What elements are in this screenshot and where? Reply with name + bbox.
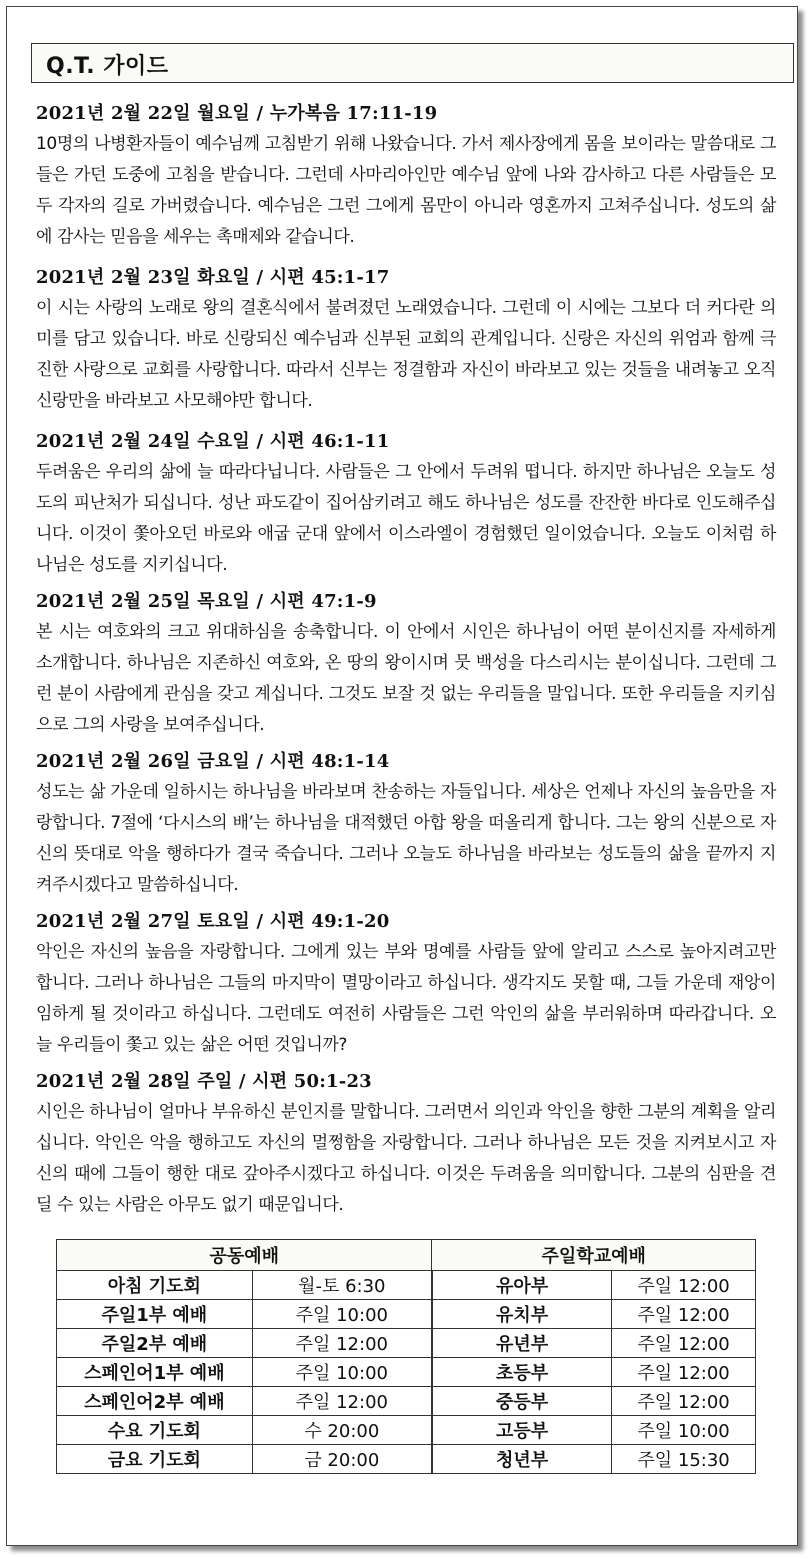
- department-time: 주일 12:00: [612, 1329, 756, 1358]
- department-time: 주일 12:00: [612, 1387, 756, 1416]
- entry-body: 두려움은 우리의 삶에 늘 따라다닙니다. 사람들은 그 안에서 두려워 떱니다. 하지만 하나님은 오늘도 성도의 피난처가 되십니다. 성난 파도같이 집어삼키려고 해도 하나님은 성도를 잔잔한 바다로 인도해주십니다. 이것이 쫓아오던 바로와 애굽 군대 앞에서 이스라엘이 경험했던 일이었습니다. 오늘도 이처럼 하나님은 성도를 지키십니다.: [36, 462, 776, 575]
- department-time: 주일 10:00: [612, 1416, 756, 1445]
- service-time: 주일 12:00: [252, 1387, 432, 1416]
- joint-worship-header: 공동예배: [57, 1240, 432, 1271]
- worship-schedule-table: [56, 1239, 756, 1474]
- qt-guide-header: [31, 43, 794, 83]
- table-row: [57, 1300, 756, 1329]
- qt-entry-feb24: [36, 429, 776, 581]
- qt-entry-feb23: [36, 265, 776, 417]
- department-time: 주일 12:00: [612, 1358, 756, 1387]
- table-row: [57, 1329, 756, 1358]
- service-time: 금 20:00: [252, 1445, 432, 1474]
- table-row: [57, 1445, 756, 1474]
- entry-body: 10명의 나병환자들이 예수님께 고침받기 위해 나왔습니다. 가서 제사장에게 몸을 보이라는 말씀대로 그들은 가던 도중에 고침을 받습니다. 그런데 사마리아인만 예수님 앞에 나와 감사하고 다른 사람들은 모두 각자의 길로 가버렸습니다. 예수님은 그런 그에게 몸만이 아니라 영혼까지 고쳐주십니다. 성도의 삶에 감사는 믿음을 세우는 촉매제와 같습니다.: [36, 134, 776, 247]
- entry-body: 성도는 삶 가운데 일하시는 하나님을 바라보며 찬송하는 자들입니다. 세상은 언제나 자신의 높음만을 자랑합니다. 7절에 ‘다시스의 배’는 하나님을 대적했던 아합 왕을 떠올리게 합니다. 그는 왕의 신분으로 자신의 뜻대로 악을 행하다가 결국 죽습니다. 그러나 오늘도 하나님을 바라보는 성도들의 삶을 끝까지 지켜주시겠다고 말씀하십니다.: [36, 782, 776, 895]
- service-name: 주일2부 예배: [57, 1329, 253, 1358]
- service-name: 스페인어1부 예배: [57, 1358, 253, 1387]
- qt-entry-feb25: [36, 589, 776, 741]
- table-row: [57, 1416, 756, 1445]
- qt-entry-feb28: [36, 1069, 776, 1221]
- entry-heading: 2021년 2월 24일 수요일 / 시편 46:1-11: [36, 431, 390, 452]
- service-name: 금요 기도회: [57, 1445, 253, 1474]
- entry-body: 시인은 하나님이 얼마나 부유하신 분인지를 말합니다. 그러면서 의인과 악인을 향한 그분의 계획을 알리십니다. 악인은 악을 행하고도 자신의 멀쩡함을 자랑합니다. 그러나 하나님은 모든 것을 지켜보시고 자신의 때에 그들이 행한 대로 갚아주시겠다고 하십니다. 이것은 두려움을 의미합니다. 그분의 심판을 견딜 수 있는 사람은 아무도 없기 때문입니다.: [36, 1102, 776, 1215]
- service-name: 주일1부 예배: [57, 1300, 253, 1329]
- department-name: 유년부: [432, 1329, 612, 1358]
- department-time: 주일 15:30: [612, 1445, 756, 1474]
- service-name: 아침 기도회: [57, 1271, 253, 1300]
- entry-heading: 2021년 2월 23일 화요일 / 시편 45:1-17: [36, 267, 390, 288]
- entry-body: 이 시는 사랑의 노래로 왕의 결혼식에서 불려졌던 노래였습니다. 그런데 이 시에는 그보다 더 커다란 의미를 담고 있습니다. 바로 신랑되신 예수님과 신부된 교회의 관계입니다. 신랑은 자신의 위엄과 함께 극진한 사랑으로 교회를 사랑합니다. 따라서 신부는 정결함과 자신이 바라보고 있는 것들을 내려놓고 오직 신랑만을 바라보고 사모해야만 합니다.: [36, 298, 776, 411]
- entry-heading: 2021년 2월 25일 목요일 / 시편 47:1-9: [36, 591, 377, 612]
- service-time: 주일 12:00: [252, 1329, 432, 1358]
- bulletin-page: [6, 6, 798, 1546]
- department-name: 청년부: [432, 1445, 612, 1474]
- table-row: [57, 1358, 756, 1387]
- department-name: 중등부: [432, 1387, 612, 1416]
- entry-body: 본 시는 여호와의 크고 위대하심을 송축합니다. 이 안에서 시인은 하나님이 어떤 분이신지를 자세하게 소개합니다. 하나님은 지존하신 여호와, 온 땅의 왕이시며 뭇 백성을 다스리시는 분이십니다. 그런데 그런 분이 사람에게 관심을 갖고 계십니다. 그것도 보잘 것 없는 우리들을 말입니다. 또한 우리들을 지키심으로 그의 사랑을 보여주십니다.: [36, 622, 776, 735]
- department-time: 주일 12:00: [612, 1300, 756, 1329]
- department-name: 고등부: [432, 1416, 612, 1445]
- department-name: 유치부: [432, 1300, 612, 1329]
- department-time: 주일 12:00: [612, 1271, 756, 1300]
- service-name: 수요 기도회: [57, 1416, 253, 1445]
- schedule-header-row: [57, 1240, 756, 1271]
- entry-heading: 2021년 2월 27일 토요일 / 시편 49:1-20: [36, 911, 390, 932]
- service-name: 스페인어2부 예배: [57, 1387, 253, 1416]
- qt-entry-feb22: [36, 101, 776, 253]
- service-time: 수 20:00: [252, 1416, 432, 1445]
- service-time: 주일 10:00: [252, 1358, 432, 1387]
- entry-heading: 2021년 2월 28일 주일 / 시편 50:1-23: [36, 1071, 372, 1092]
- qt-guide-title: Q.T. 가이드: [46, 54, 169, 79]
- entry-heading: 2021년 2월 26일 금요일 / 시편 48:1-14: [36, 751, 390, 772]
- qt-entry-feb26: [36, 749, 776, 901]
- service-time: 월-토 6:30: [252, 1271, 432, 1300]
- table-row: [57, 1387, 756, 1416]
- table-row: [57, 1271, 756, 1300]
- entry-body: 악인은 자신의 높음을 자랑합니다. 그에게 있는 부와 명예를 사람들 앞에 알리고 스스로 높아지려고만 합니다. 그러나 하나님은 그들의 마지막이 멸망이라고 하십니다. 생각지도 못할 때, 그들 가운데 재앙이 임하게 될 것이라고 하십니다. 그런데도 여전히 사람들은 그런 악인의 삶을 부러워하며 따라갑니다. 오늘 우리들이 쫓고 있는 삶은 어떤 것입니까?: [36, 942, 776, 1055]
- department-name: 유아부: [432, 1271, 612, 1300]
- service-time: 주일 10:00: [252, 1300, 432, 1329]
- entry-heading: 2021년 2월 22일 월요일 / 누가복음 17:11-19: [36, 103, 438, 124]
- department-name: 초등부: [432, 1358, 612, 1387]
- sunday-school-header: 주일학교예배: [432, 1240, 756, 1271]
- qt-entry-feb27: [36, 909, 776, 1061]
